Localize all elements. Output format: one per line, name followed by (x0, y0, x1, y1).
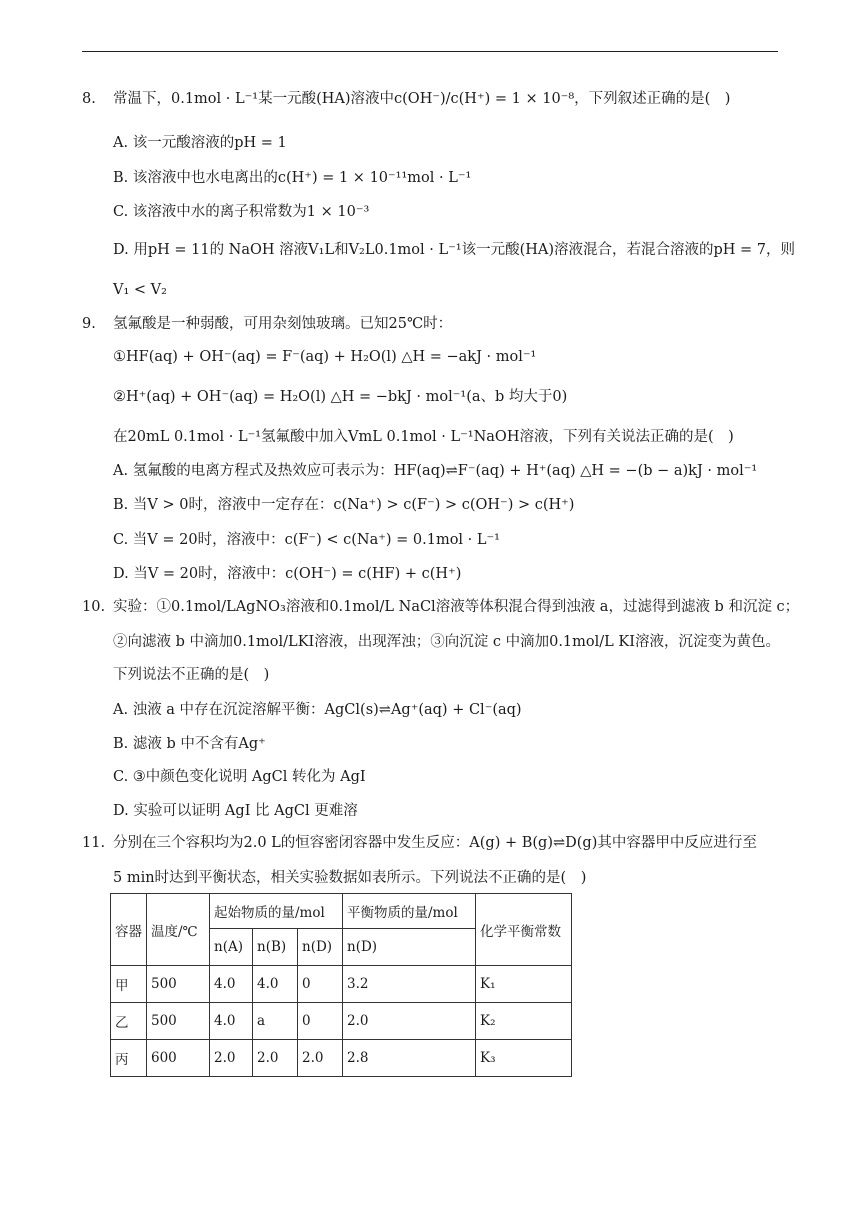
header-rule (82, 51, 778, 52)
header-n-a: n(A) (210, 929, 253, 966)
equation-1: ①HF(aq) + OH⁻(aq) = F⁻(aq) + H₂O(l) △H = −akJ · mol⁻¹ (113, 349, 537, 365)
option-d: D. 当V = 20时，溶液中：c(OH⁻) = c(HF) + c(H⁺) (113, 566, 462, 582)
table-cell: 500 (147, 966, 210, 1003)
header-equilibrium-amount: 平衡物质的量/mol (343, 894, 476, 929)
table-cell: 600 (147, 1040, 210, 1077)
question-stem: 实验：①0.1mol/LAgNO₃溶液和0.1mol/L NaCl溶液等体积混合得到浊液 a，过滤得到滤液 b 和沉淀 c； (113, 599, 800, 615)
table-cell: K₃ (476, 1040, 572, 1077)
table-cell: 4.0 (210, 1003, 253, 1040)
header-n-d-equilibrium: n(D) (343, 929, 476, 966)
question-number: 9. (82, 316, 96, 332)
table-cell: 2.0 (343, 1003, 476, 1040)
option-b: B. 当V > 0时，溶液中一定存在：c(Na⁺) > c(F⁻) > c(OH⁻) > c(H⁺) (113, 497, 575, 513)
table-cell: 2.0 (210, 1040, 253, 1077)
question-stem: 常温下，0.1mol · L⁻¹某一元酸(HA)溶液中c(OH⁻)/c(H⁺) = 1 × 10⁻⁸，下列叙述正确的是( ) (113, 91, 731, 107)
table-cell: 4.0 (210, 966, 253, 1003)
table-cell: 2.0 (253, 1040, 298, 1077)
experiment-data-table (110, 893, 572, 1077)
header-container: 容器 (111, 894, 147, 966)
table-cell: 2.0 (298, 1040, 343, 1077)
equation-2: ②H⁺(aq) + OH⁻(aq) = H₂O(l) △H = −bkJ · mol⁻¹(a、b 均大于0) (113, 389, 568, 405)
option-a: A. 浊液 a 中存在沉淀溶解平衡：AgCl(s)⇌Ag⁺(aq) + Cl⁻(aq) (113, 702, 522, 718)
option-d: D. 实验可以证明 AgI 比 AgCl 更难溶 (113, 803, 358, 819)
header-equilibrium-constant: 化学平衡常数 (476, 894, 572, 966)
table-cell: 3.2 (343, 966, 476, 1003)
question-prompt: 在20mL 0.1mol · L⁻¹氢氟酸中加入VmL 0.1mol · L⁻¹NaOH溶液，下列有关说法正确的是( ) (113, 429, 734, 445)
table-cell: 丙 (111, 1040, 147, 1077)
question-stem: 分别在三个容积均为2.0 L的恒容密闭容器中发生反应：A(g) + B(g)⇌D(g)其中容器甲中反应进行至 (113, 835, 757, 851)
table-cell: 0 (298, 966, 343, 1003)
table-cell: 甲 (111, 966, 147, 1003)
table-row (111, 1003, 572, 1040)
table-cell: a (253, 1003, 298, 1040)
table-cell: K₁ (476, 966, 572, 1003)
option-a: A. 该一元酸溶液的pH = 1 (113, 135, 287, 151)
question-number: 11. (82, 835, 106, 851)
table-row (111, 1040, 572, 1077)
option-d-continued: V₁ < V₂ (113, 282, 167, 298)
option-c: C. ③中颜色变化说明 AgCl 转化为 AgI (113, 769, 366, 785)
option-c: C. 当V = 20时，溶液中：c(F⁻) < c(Na⁺) = 0.1mol · L⁻¹ (113, 532, 500, 548)
table-cell: 2.8 (343, 1040, 476, 1077)
question-prompt: 下列说法不正确的是( ) (113, 667, 270, 683)
option-c: C. 该溶液中水的离子积常数为1 × 10⁻³ (113, 204, 370, 220)
question-line: ②向滤液 b 中滴加0.1mol/LKI溶液，出现浑浊；③向沉淀 c 中滴加0.1mol/L KI溶液，沉淀变为黄色。 (113, 634, 780, 650)
question-number: 10. (82, 599, 106, 615)
table-cell: 4.0 (253, 966, 298, 1003)
header-n-b: n(B) (253, 929, 298, 966)
option-a: A. 氢氟酸的电离方程式及热效应可表示为：HF(aq)⇌F⁻(aq) + H⁺(aq) △H = −(b − a)kJ · mol⁻¹ (113, 463, 758, 479)
header-n-d: n(D) (298, 929, 343, 966)
option-b: B. 该溶液中也水电离出的c(H⁺) = 1 × 10⁻¹¹mol · L⁻¹ (113, 170, 472, 186)
question-prompt: 5 min时达到平衡状态，相关实验数据如表所示。下列说法不正确的是( ) (113, 870, 587, 886)
table-row (111, 966, 572, 1003)
table-cell: 500 (147, 1003, 210, 1040)
header-temperature: 温度/℃ (147, 894, 210, 966)
option-d: D. 用pH = 11的 NaOH 溶液V₁L和V₂L0.1mol · L⁻¹该一元酸(HA)溶液混合，若混合溶液的pH = 7，则 (113, 242, 796, 258)
table-cell: 乙 (111, 1003, 147, 1040)
question-number: 8. (82, 91, 96, 107)
table-cell: 0 (298, 1003, 343, 1040)
table-cell: K₂ (476, 1003, 572, 1040)
header-initial-amount: 起始物质的量/mol (210, 894, 343, 929)
option-b: B. 滤液 b 中不含有Ag⁺ (113, 736, 266, 752)
question-stem: 氢氟酸是一种弱酸，可用杂刻蚀玻璃。已知25℃时： (113, 316, 453, 332)
